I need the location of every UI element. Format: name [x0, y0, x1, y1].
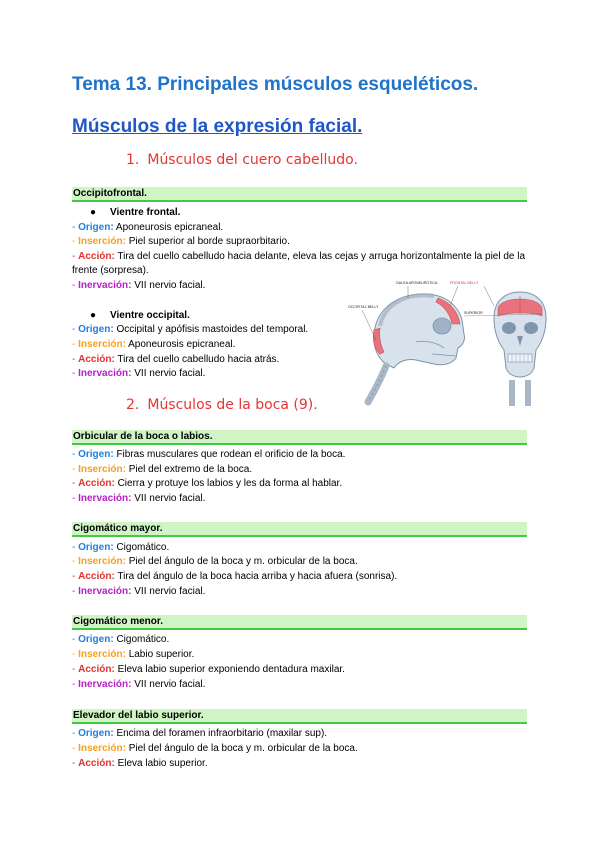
- row-origen: - Origen: Aponeurosis epicraneal.: [72, 222, 224, 233]
- muscle-band-occipitofrontal: Occipitofrontal.: [72, 187, 527, 202]
- figure-label-occipital: OCCIPITAL BELLY: [348, 305, 379, 309]
- skull-muscle-figure: [346, 276, 556, 410]
- row-accion: - Acción: Tira del cuello cabelludo hacia delante, eleva las cejas y arruga horizontalmente la piel de la frente (sorpresa).: [72, 251, 526, 276]
- row-origen: - Origen: Cigomático.: [72, 634, 170, 645]
- figure-label-superior: SUPERIOR: [464, 311, 483, 315]
- row-insercion: - Inserción: Aponeurosis epicraneal.: [72, 339, 236, 350]
- row-accion: - Acción: Eleva labio superior.: [72, 758, 208, 769]
- section-number: 1.: [126, 152, 140, 168]
- bullet-icon: ●: [90, 310, 97, 321]
- muscle-band-cigomatico-menor: Cigomático menor.: [72, 615, 527, 630]
- row-insercion: - Inserción: Piel superior al borde supraorbitario.: [72, 236, 290, 247]
- row-inervacion: - Inervación: VII nervio facial.: [72, 280, 206, 291]
- skull-side-view: [368, 294, 465, 402]
- row-accion: - Acción: Tira del cuello cabelludo hacia atrás.: [72, 354, 280, 365]
- bullet-label: Vientre occipital.: [110, 310, 190, 321]
- section-heading-mouth: [126, 397, 318, 413]
- row-accion: - Acción: Eleva labio superior exponiendo dentadura maxilar.: [72, 664, 345, 675]
- bullet-frontal-belly: [90, 206, 180, 220]
- section-number: 2.: [126, 397, 140, 413]
- section-title: Músculos de la boca (9).: [147, 397, 318, 413]
- muscle-band-orbicular: Orbicular de la boca o labios.: [72, 430, 527, 445]
- row-inervacion: - Inervación: VII nervio facial.: [72, 368, 206, 379]
- muscle-band-elevador-labio: Elevador del labio superior.: [72, 709, 527, 724]
- skull-front-view: [494, 292, 546, 406]
- figure-label-aponeurosis: GALEA APONEUROTICA: [396, 281, 438, 285]
- figure-label-frontal: FRONTAL BELLY: [450, 281, 479, 285]
- page-subtitle: Músculos de la expresión facial.: [72, 116, 363, 137]
- row-accion: - Acción: Tira del ángulo de la boca hacia arriba y hacia afuera (sonrisa).: [72, 571, 398, 582]
- row-inervacion: - Inervación: VII nervio facial.: [72, 586, 206, 597]
- row-accion: - Acción: Cierra y protuye los labios y les da forma al hablar.: [72, 478, 343, 489]
- row-insercion: - Inserción: Piel del extremo de la boca.: [72, 464, 253, 475]
- row-insercion: - Inserción: Piel del ángulo de la boca y m. orbicular de la boca.: [72, 556, 358, 567]
- section-heading-scalp: [126, 152, 358, 168]
- row-inervacion: - Inervación: VII nervio facial.: [72, 679, 206, 690]
- row-origen: - Origen: Occipital y apófisis mastoides del temporal.: [72, 324, 309, 335]
- section-title: Músculos del cuero cabelludo.: [147, 152, 358, 168]
- muscle-band-cigomatico-mayor: Cigomático mayor.: [72, 522, 527, 537]
- bullet-icon: ●: [90, 207, 97, 218]
- row-origen: - Origen: Fibras musculares que rodean el orificio de la boca.: [72, 449, 346, 460]
- row-insercion: - Inserción: Labio superior.: [72, 649, 195, 660]
- row-inervacion: - Inervación: VII nervio facial.: [72, 493, 206, 504]
- row-insercion: - Inserción: Piel del ángulo de la boca y m. orbicular de la boca.: [72, 743, 358, 754]
- bullet-occipital-belly: [90, 309, 190, 323]
- bullet-label: Vientre frontal.: [110, 207, 181, 218]
- row-origen: - Origen: Encima del foramen infraorbitario (maxilar sup).: [72, 728, 328, 739]
- page-title: Tema 13. Principales músculos esqueléticos.: [72, 74, 479, 95]
- row-origen: - Origen: Cigomático.: [72, 542, 170, 553]
